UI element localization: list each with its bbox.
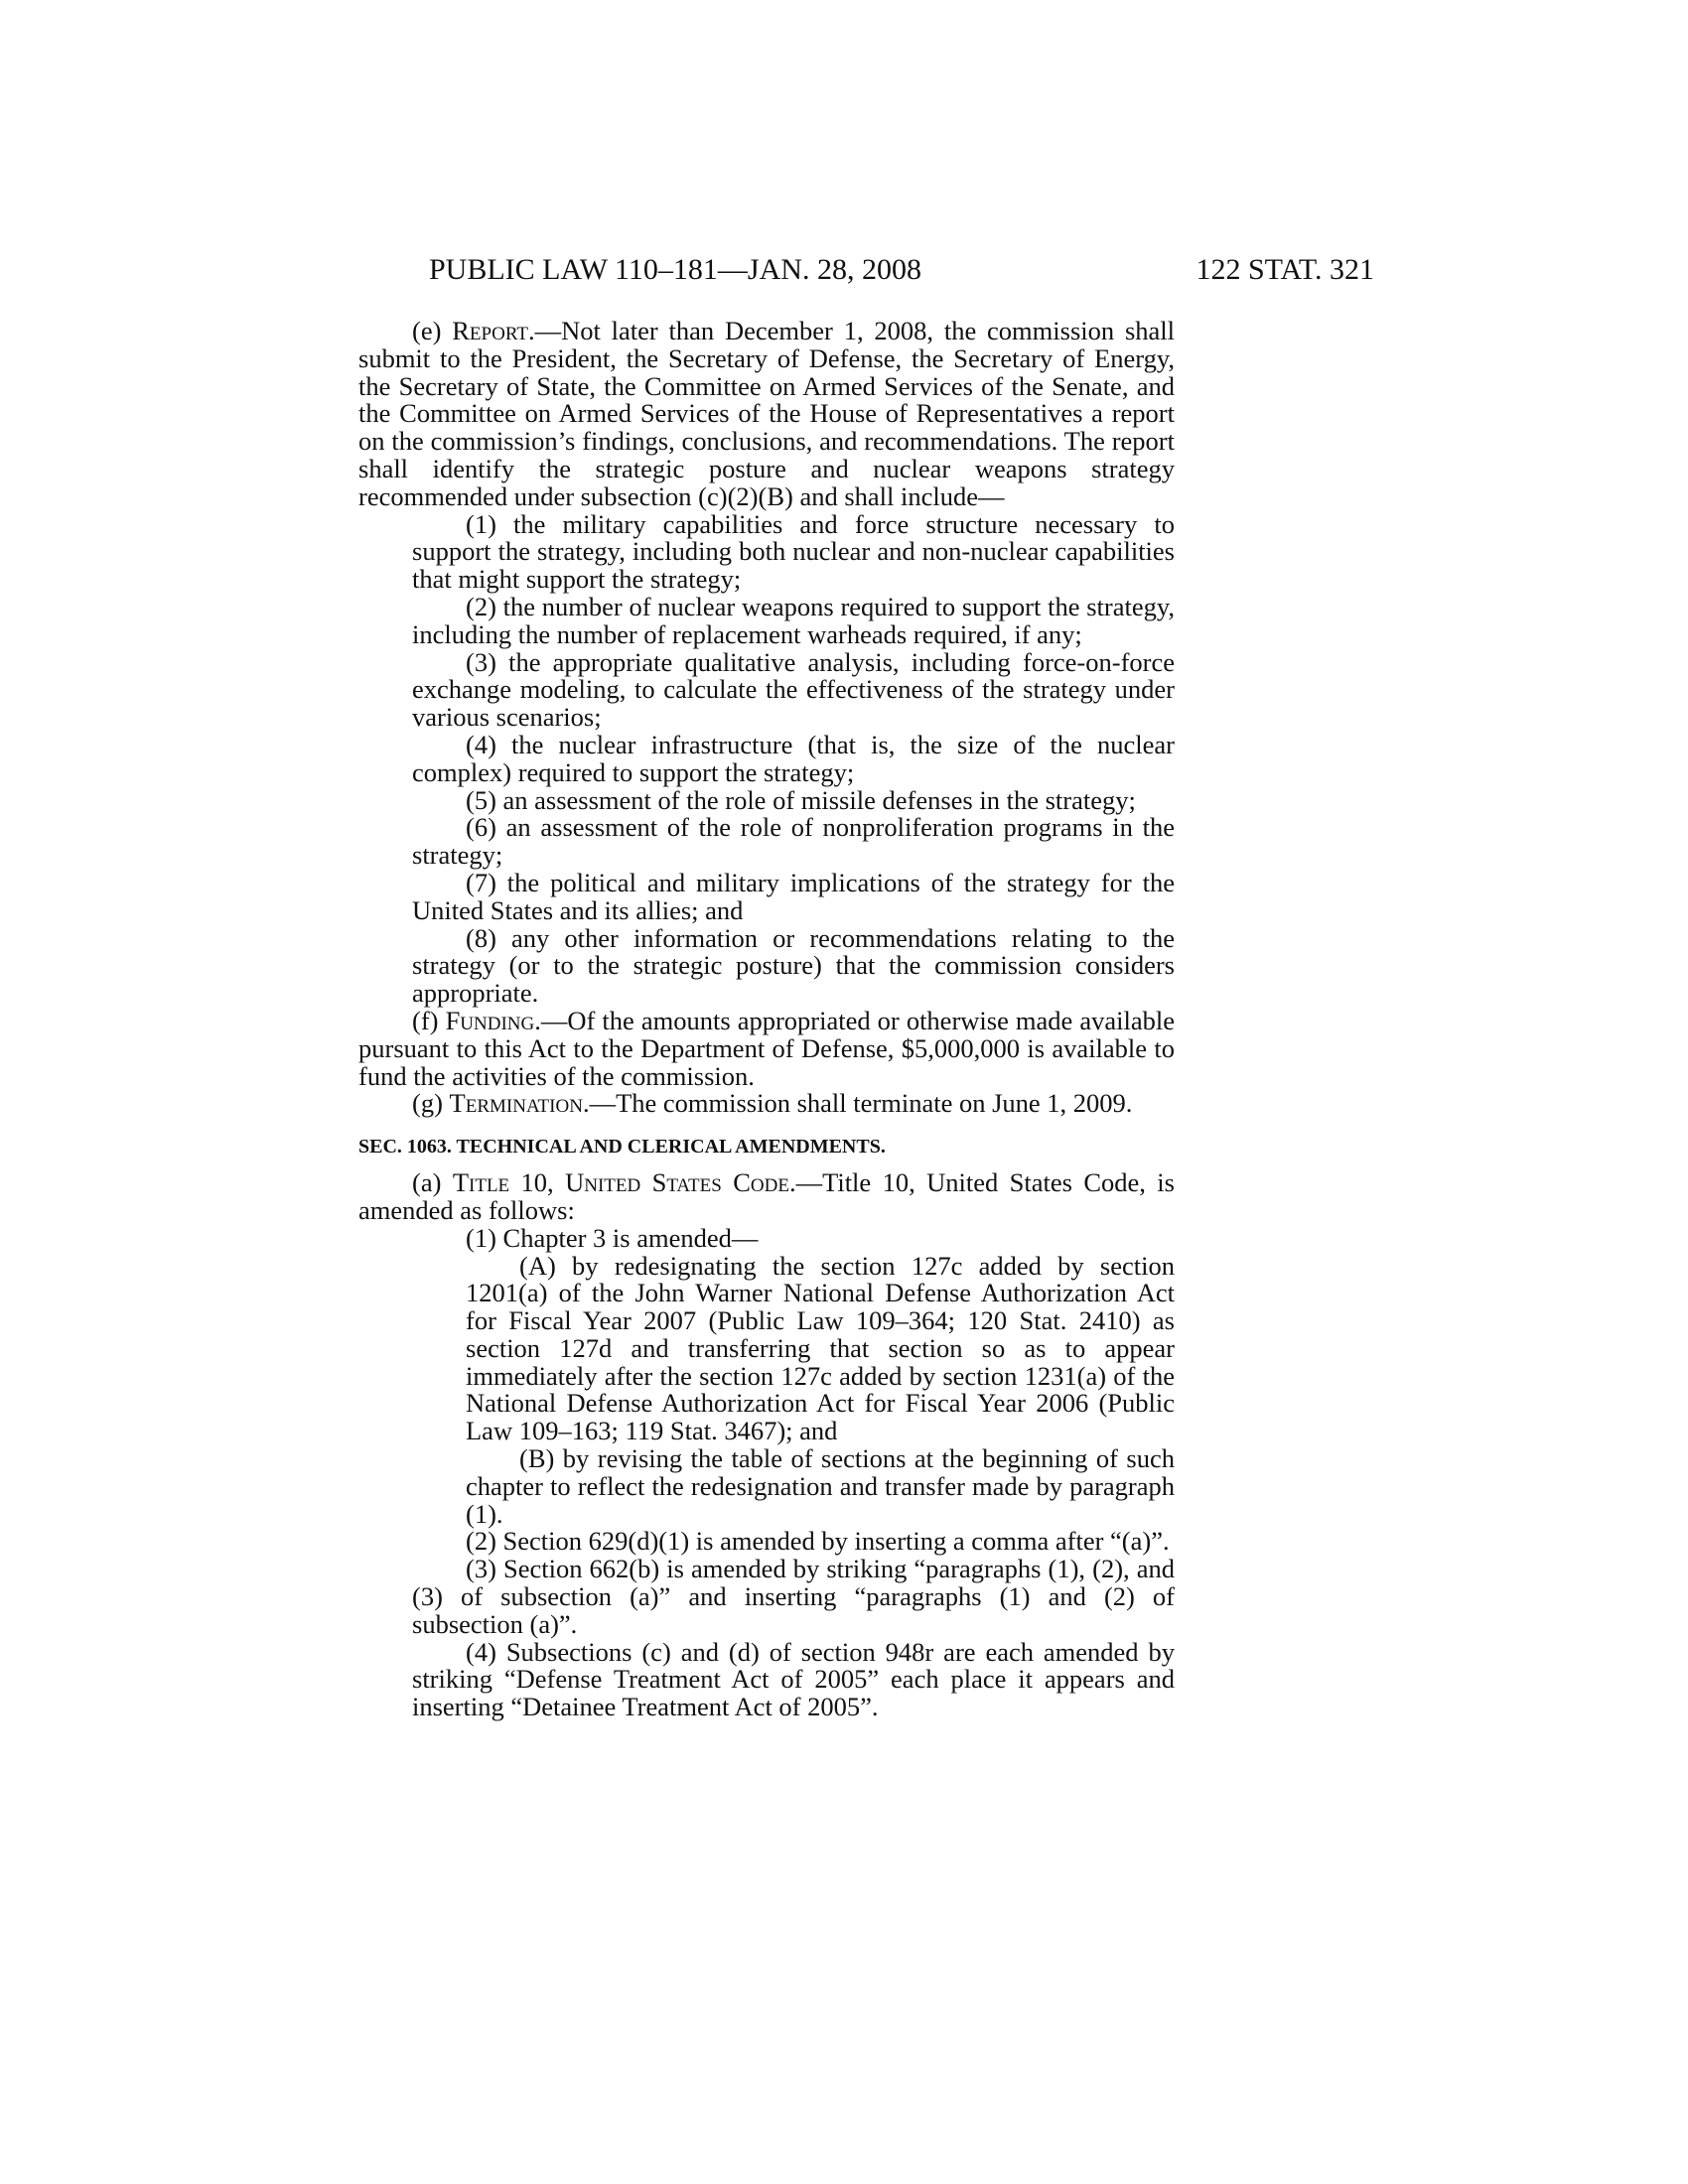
section-1063-subsection-a: [358, 1169, 1175, 1225]
subsection-e-item-6: (6) an assessment of the role of nonproliferation programs in the strategy;: [412, 812, 1175, 871]
paragraph-3: (3) Section 662(b) is amended by striking “paragraphs (1), (2), and (3) of subsection (a)” and inserting “paragraphs (1) and (2) of subsection (a)”.: [412, 1554, 1175, 1639]
subsection-e-item-3: (3) the appropriate qualitative analysis, including force-on-force exchange modeling, to calculate the effectiveness of the strategy under various scenarios;: [412, 646, 1175, 733]
subparagraph-1-b: (B) by revising the table of sections at the beginning of such chapter to reflect the redesignation and transfer made by paragraph (1).: [466, 1443, 1175, 1529]
subsection-e-item-8: (8) any other information or recommendations relating to the strategy (or to the strategic posture) that the commission considers appropriate.: [412, 922, 1175, 1009]
paragraph-4: (4) Subsections (c) and (d) of section 948r are each amended by striking “Defense Treatment Act of 2005” each place it appears and inserting “Detainee Treatment Act of 2005”.: [412, 1636, 1175, 1722]
paragraph-1: (1) Chapter 3 is amended—: [466, 1222, 759, 1253]
running-header: [429, 250, 1374, 290]
paragraph-2: (2) Section 629(d)(1) is amended by inserting a comma after “(a)”.: [466, 1526, 1170, 1557]
subsection-e-item-2: (2) the number of nuclear weapons required to support the strategy, including the number of replacement warheads required, if any;: [412, 591, 1175, 649]
subsection-f: [358, 1005, 1176, 1091]
subsection-e-item-1: (1) the military capabilities and force structure necessary to support the strategy, including both nuclear and non-nuclear capabilities that might support the strategy;: [412, 508, 1175, 595]
subsection-e-item-7: (7) the political and military implications of the strategy for the United States and its allies; and: [412, 867, 1175, 925]
subsection-e: [358, 318, 1175, 511]
section-1063-a-label: (a): [412, 1167, 442, 1198]
page-body: [358, 318, 1175, 1721]
subsection-e-item-5: (5) an assessment of the role of missile defenses in the strategy;: [466, 784, 1136, 815]
subparagraph-1-a: (A) by redesignating the section 127c added by section 1201(a) of the John Warner National Defense Authorization Act for Fiscal Year 2007 (Public Law 109–364; 120 Stat. 2410) as section 127d and transferring that section so as to appear immediately after the section 127c added by section 1231(a) of the National Defense Authorization Act for Fiscal Year 2006 (Public Law 109–163; 119 Stat. 3467); and: [466, 1250, 1175, 1446]
page-stat-number: 122 STAT. 321: [1196, 253, 1374, 286]
subsection-g: [358, 1090, 1175, 1118]
subsection-e-item-4: (4) the nuclear infrastructure (that is, the size of the nuclear complex) required to support the strategy;: [412, 729, 1175, 787]
subsection-e-text: .—Not later than December 1, 2008, the commission shall submit to the President, the Secretary of Defense, the Secretary of Energy, the Secretary of State, the Committee on Armed Services of the Senate, and the Committee on Armed Services of the House of Representatives a report on the commission’s findings, conclusions, and recommendations. The report shall identify the strategic posture and nuclear weapons strategy recommended under subsection (c)(2)(B) and shall include—: [358, 316, 1175, 511]
subsection-g-heading: Termination: [449, 1088, 583, 1119]
subsection-e-heading: Report: [452, 316, 528, 345]
subsection-f-label: (f): [412, 1005, 439, 1035]
subsection-f-text: .—Of the amounts appropriated or otherwise made available pursuant to this Act to the Department of Defense, $5,000,000 is available to fund the activities of the commission.: [358, 1005, 1176, 1091]
section-1063-a-text: .—Title 10, United States Code, is amended as follows:: [358, 1167, 1175, 1225]
section-1063-a-heading: Title 10, United States Code: [452, 1167, 789, 1198]
subsection-g-label: (g): [412, 1088, 443, 1119]
subsection-e-label: (e): [412, 316, 442, 345]
section-heading: SEC. 1063. TECHNICAL AND CLERICAL AMENDMENTS.: [358, 1136, 886, 1159]
running-header-title: PUBLIC LAW 110–181—JAN. 28, 2008: [429, 253, 921, 286]
subsection-g-text: .—The commission shall terminate on June 1, 2009.: [582, 1088, 1133, 1119]
subsection-f-heading: Funding: [445, 1005, 535, 1035]
